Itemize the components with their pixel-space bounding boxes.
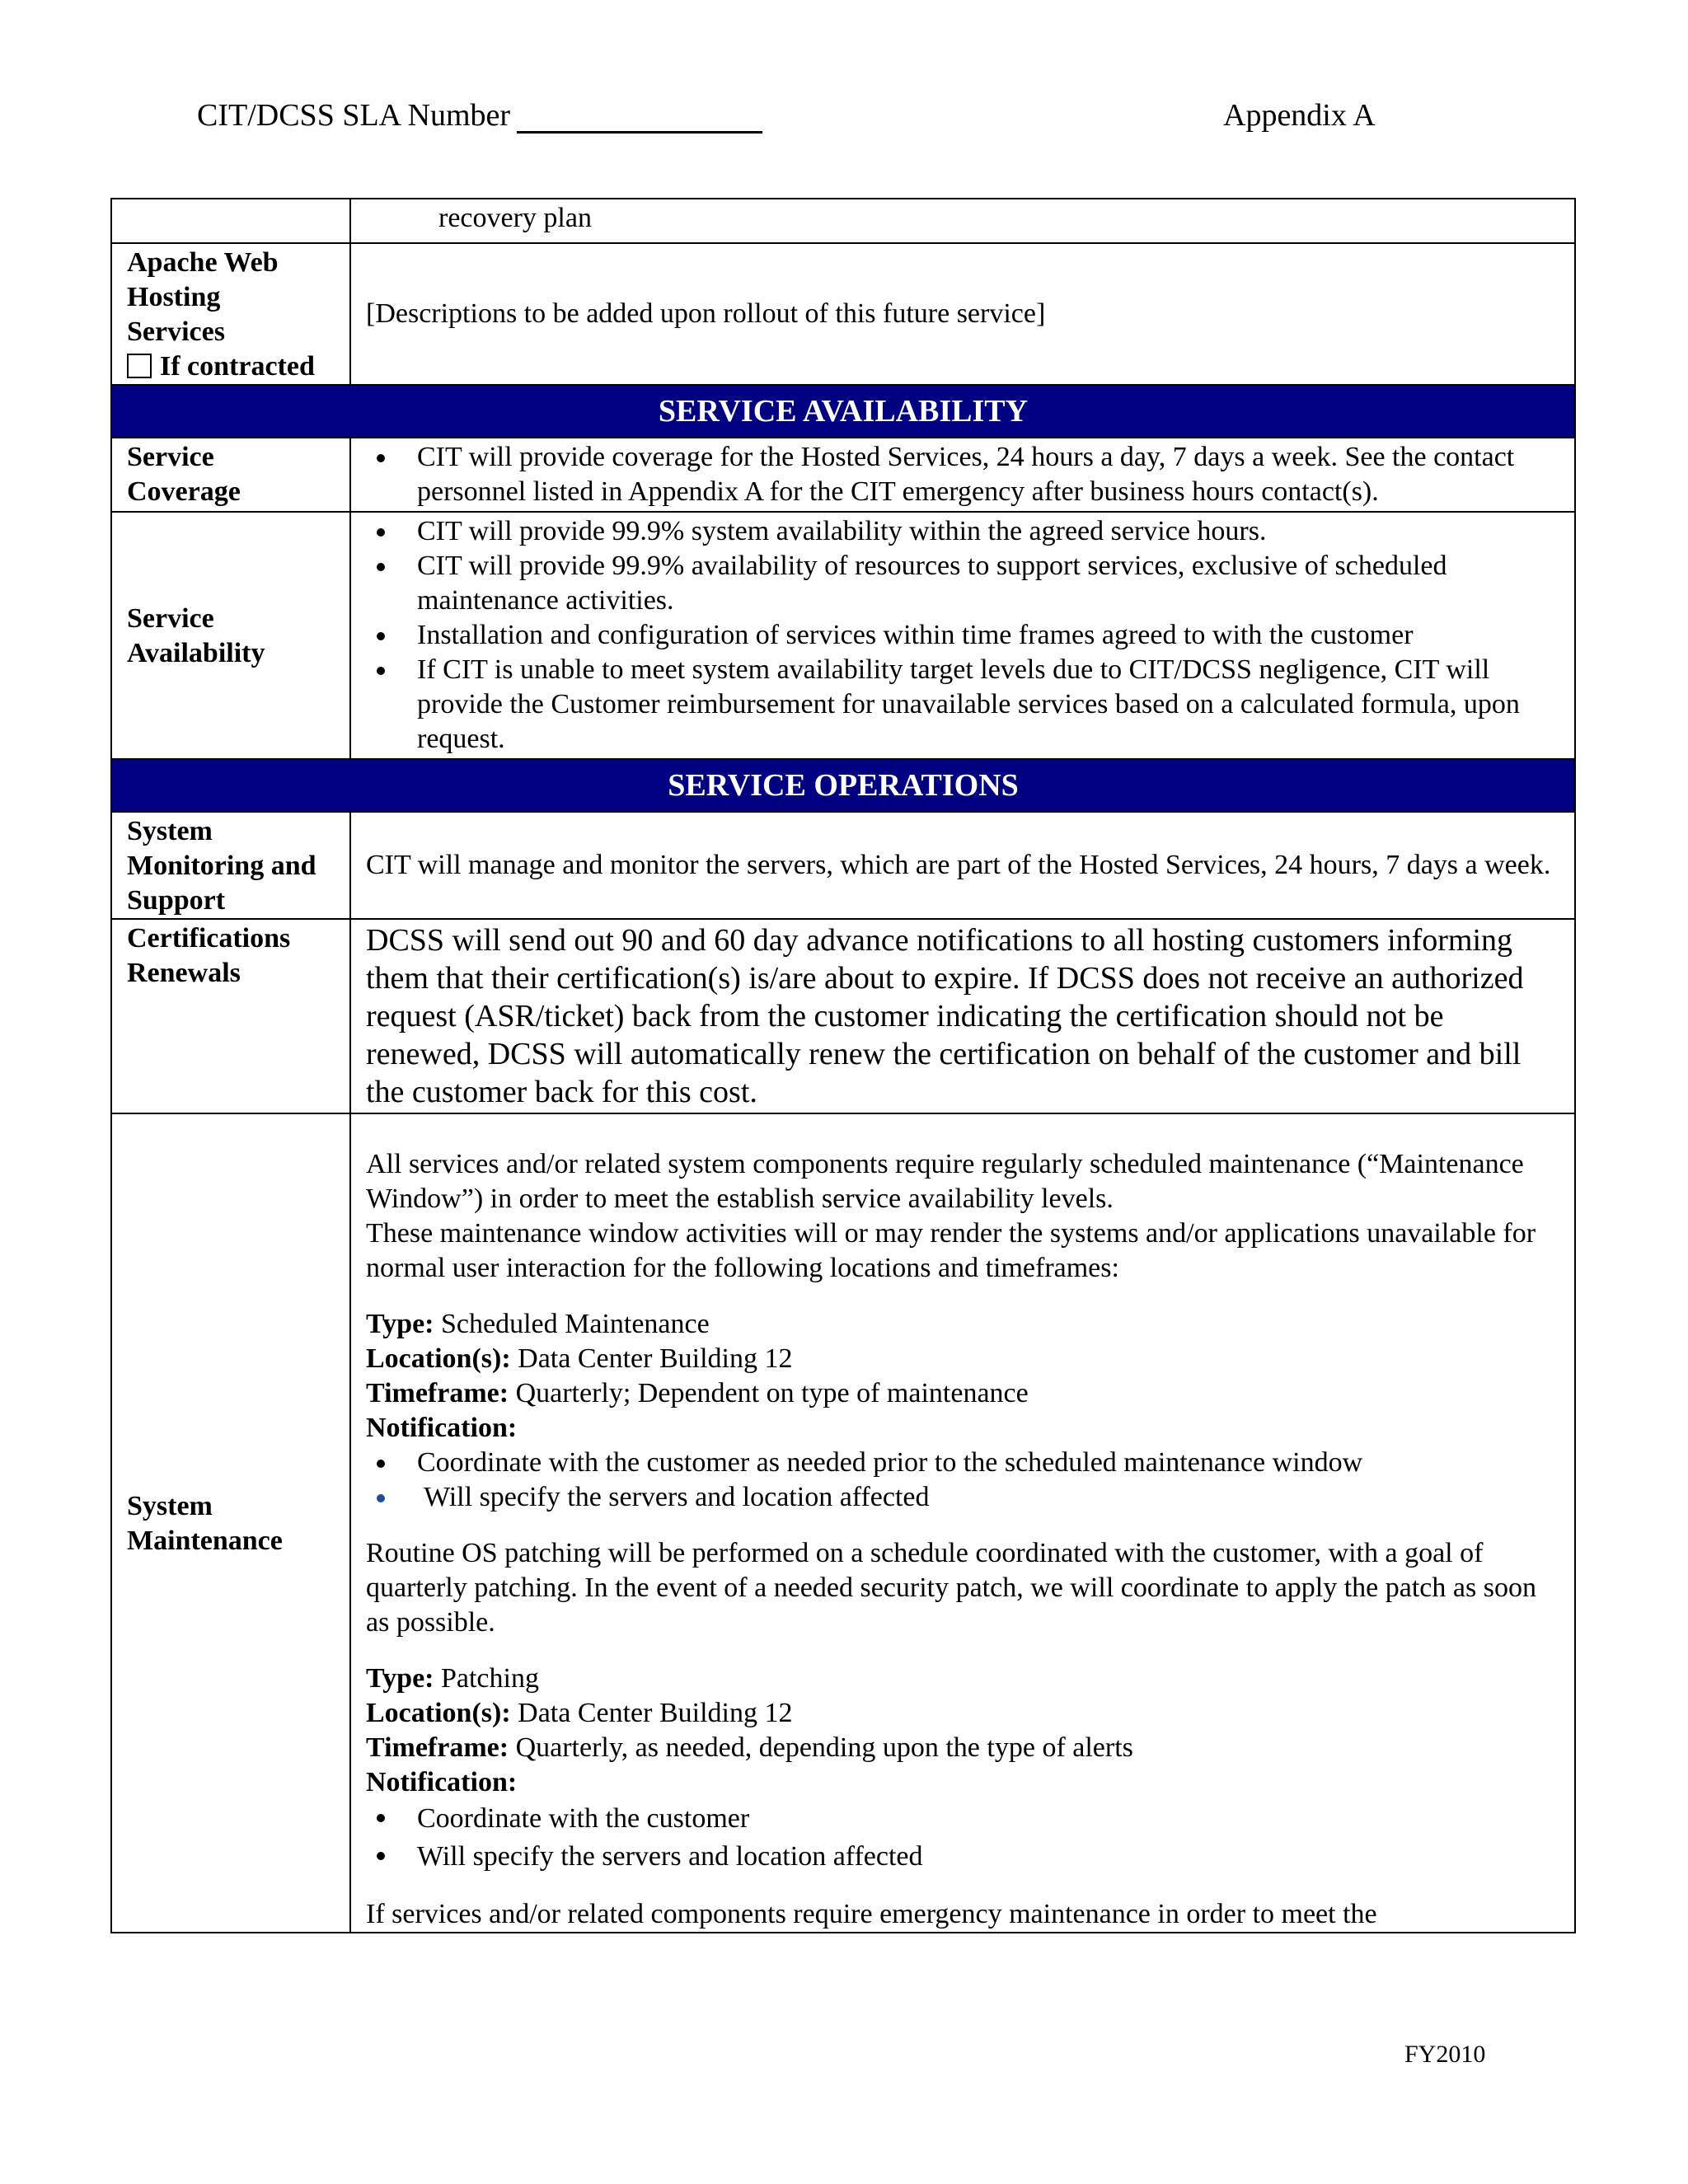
certifications-row: [111, 919, 1575, 1113]
scheduled-location-value: Data Center Building 12: [518, 1343, 793, 1374]
coverage-label-line-2: Coverage: [127, 476, 241, 507]
maintenance-intro-1: All services and/or related system components require regularly scheduled maintenance (“Maintenance Window”) in order to meet the establish service availability levels.: [366, 1149, 1524, 1214]
header-sla-number: [197, 97, 762, 134]
coverage-cell: [350, 438, 1575, 512]
section-title-availability: SERVICE AVAILABILITY: [111, 385, 1575, 438]
if-contracted-checkbox[interactable]: [127, 354, 152, 378]
monitoring-row: [111, 812, 1575, 919]
service-coverage-row: [111, 438, 1575, 512]
patching-notification-bullet: Will specify the servers and location affected: [366, 1838, 1558, 1876]
maintenance-intro-2: These maintenance window activities will or may render the systems and/or applications unavailable for normal user interaction for the following locations and timeframes:: [366, 1218, 1536, 1283]
patching-notification-bullet: Coordinate with the customer: [366, 1800, 1558, 1838]
section-service-availability: [111, 385, 1575, 438]
apache-label-line-2: Hosting: [127, 282, 221, 312]
emergency-maintenance-text: If services and/or related components require emergency maintenance in order to meet the: [366, 1899, 1377, 1929]
continuation-cell: [350, 199, 1575, 243]
maintenance-label-line-1: System: [127, 1491, 213, 1521]
if-contracted-label: If contracted: [160, 351, 315, 382]
certifications-label-cell: [111, 919, 350, 1113]
availability-bullets: [366, 514, 1558, 757]
availability-cell: [350, 512, 1575, 759]
apache-row: [111, 243, 1575, 385]
scheduled-type-label: Type:: [366, 1309, 434, 1339]
sla-table: [110, 198, 1576, 1933]
apache-label-line-1: Apache Web: [127, 247, 279, 278]
availability-bullet: Installation and configuration of services within time frames agreed to with the customer: [366, 618, 1558, 653]
maintenance-row: [111, 1113, 1575, 1933]
scheduled-notification-bullet: Will specify the servers and location affected: [366, 1480, 1558, 1515]
certifications-label-line-1: Certifications: [127, 923, 291, 954]
maintenance-cell: [350, 1113, 1575, 1933]
scheduled-type-value: Scheduled Maintenance: [440, 1309, 710, 1339]
availability-bullet: If CIT is unable to meet system availability target levels due to CIT/DCSS negligence, CIT will provide the Customer reimbursement for unavailable services based on a calculated formula, upon request.: [366, 653, 1558, 757]
coverage-bullets: [366, 440, 1558, 509]
sla-number-blank: [517, 101, 762, 134]
maintenance-label-line-2: Maintenance: [127, 1526, 283, 1556]
scheduled-notification-label: Notification:: [366, 1413, 518, 1443]
continuation-text: recovery plan: [438, 203, 592, 233]
monitoring-text: CIT will manage and monitor the servers, which are part of the Hosted Services, 24 hours, 7 days a week.: [366, 850, 1551, 880]
availability-label-cell: [111, 512, 350, 759]
patching-timeframe-label: Timeframe:: [366, 1732, 509, 1763]
patching-location-label: Location(s):: [366, 1698, 511, 1728]
patching-timeframe-value: Quarterly, as needed, depending upon the type of alerts: [515, 1732, 1133, 1763]
patching-intro: Routine OS patching will be performed on a schedule coordinated with the customer, with a goal of quarterly patching. In the event of a needed security patch, we will coordinate to apply the patch as soon as possible.: [366, 1538, 1536, 1638]
coverage-label-line-1: Service: [127, 442, 214, 472]
monitoring-label-line-3: Support: [127, 885, 226, 916]
scheduled-notification-bullet: Coordinate with the customer as needed prior to the scheduled maintenance window: [366, 1446, 1558, 1480]
availability-label-line-1: Service: [127, 603, 214, 634]
patching-type-label: Type:: [366, 1663, 434, 1694]
scheduled-timeframe-value: Quarterly; Dependent on type of maintenance: [515, 1378, 1029, 1408]
apache-description-cell: [350, 243, 1575, 385]
continuation-label-cell: [111, 199, 350, 243]
scheduled-notification-bullets: [366, 1446, 1558, 1515]
certifications-text: DCSS will send out 90 and 60 day advance notifications to all hosting customers informing them that their certification(s) is/are about to expire. If DCSS does not receive an authorized request (ASR/ticket) back from the customer indicating the certification should not be renewed, DCSS will automatically renew the certification on behalf of the customer and bill the customer back for this cost.: [366, 923, 1524, 1109]
monitoring-label-line-1: System: [127, 816, 213, 846]
patching-notification-bullets: [366, 1800, 1558, 1876]
apache-description: [Descriptions to be added upon rollout of this future service]: [366, 298, 1046, 329]
certifications-cell: [350, 919, 1575, 1113]
maintenance-label-cell: [111, 1113, 350, 1933]
patching-type-value: Patching: [440, 1663, 539, 1694]
section-service-operations: [111, 759, 1575, 812]
scheduled-location-label: Location(s):: [366, 1343, 511, 1374]
continuation-row: [111, 199, 1575, 243]
page-header: [0, 97, 1688, 138]
patching-location-value: Data Center Building 12: [518, 1698, 793, 1728]
patching-notification-label: Notification:: [366, 1767, 518, 1797]
availability-bullet: CIT will provide 99.9% availability of resources to support services, exclusive of scheduled maintenance activities.: [366, 549, 1558, 618]
monitoring-cell: [350, 812, 1575, 919]
patching-block: [366, 1661, 1558, 1876]
if-contracted-checkbox-row[interactable]: [127, 349, 343, 384]
page-footer: FY2010: [1404, 2041, 1486, 2068]
coverage-label-cell: [111, 438, 350, 512]
scheduled-maintenance-block: [366, 1307, 1558, 1515]
apache-label-cell: [111, 243, 350, 385]
monitoring-label-line-2: Monitoring and: [127, 851, 316, 881]
monitoring-label-cell: [111, 812, 350, 919]
apache-label-line-3: Services: [127, 316, 225, 347]
service-availability-row: [111, 512, 1575, 759]
section-title-operations: SERVICE OPERATIONS: [111, 759, 1575, 812]
certifications-label-line-2: Renewals: [127, 958, 241, 988]
scheduled-timeframe-label: Timeframe:: [366, 1378, 509, 1408]
availability-label-line-2: Availability: [127, 638, 265, 668]
availability-bullet: CIT will provide 99.9% system availability within the agreed service hours.: [366, 514, 1558, 549]
header-right-text: Appendix A: [1223, 98, 1376, 133]
header-left-text: CIT/DCSS SLA Number: [197, 98, 511, 133]
coverage-bullet: CIT will provide coverage for the Hosted Services, 24 hours a day, 7 days a week. See the contact personnel listed in Appendix A for the CIT emergency after business hours contact(s).: [366, 440, 1558, 509]
